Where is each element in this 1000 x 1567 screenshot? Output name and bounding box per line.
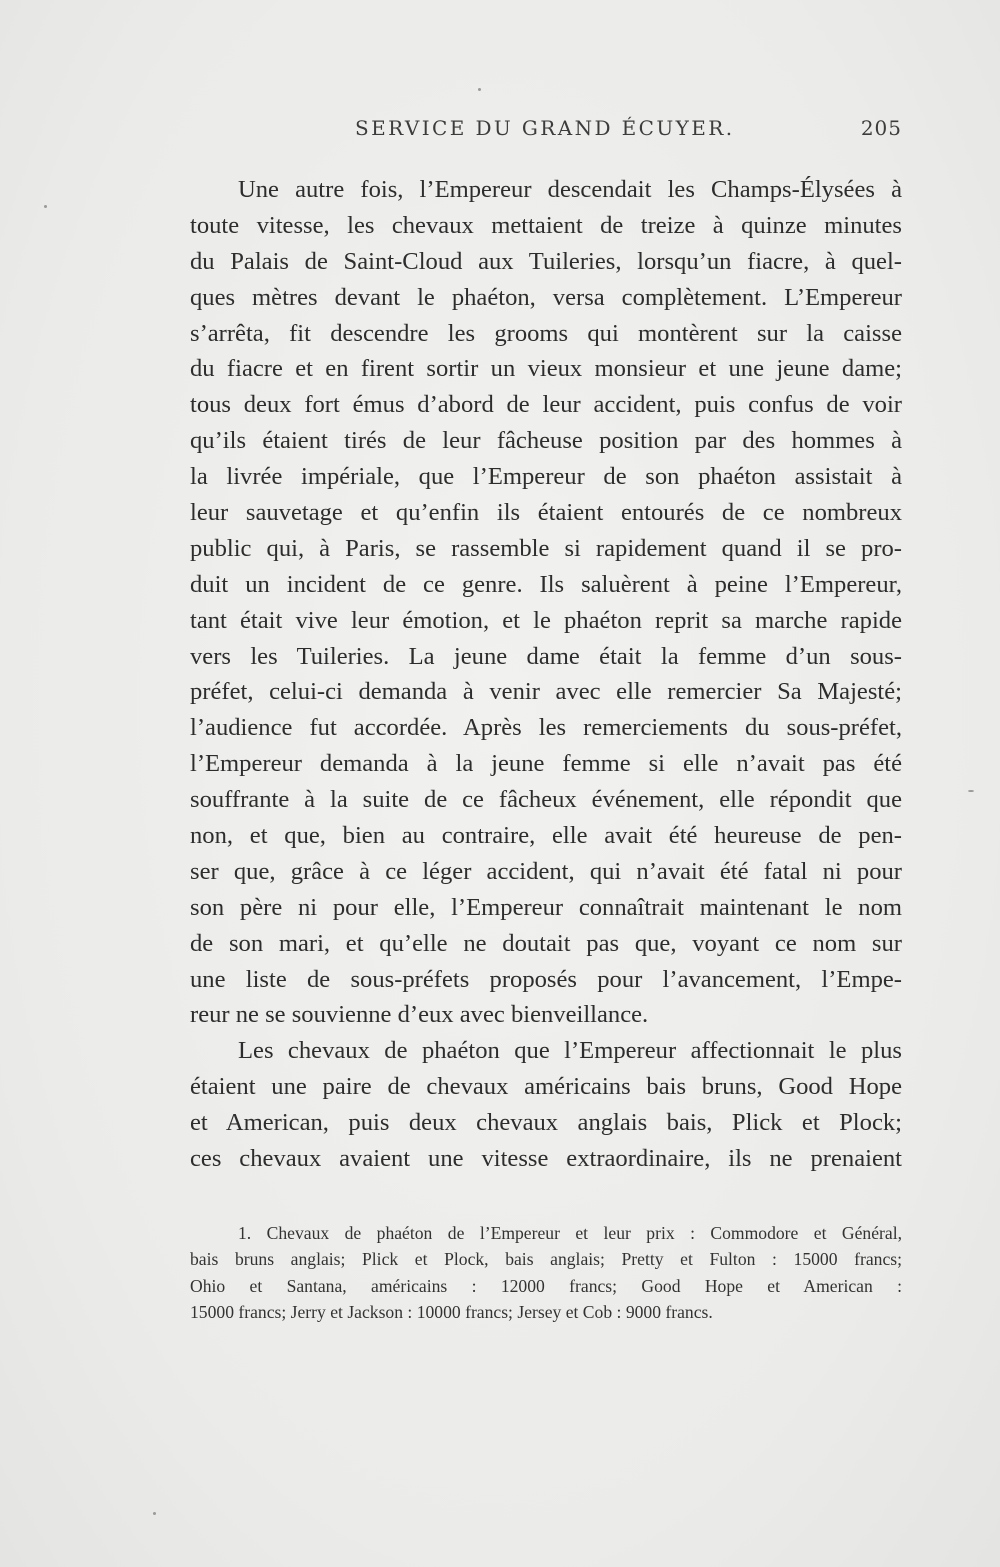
text-line: tous deux fort émus d’abord de leur accident, puis confus de voir bbox=[190, 391, 902, 419]
text-line: toute vitesse, les chevaux mettaient de treize à quinze minutes bbox=[190, 211, 902, 239]
text-line: duit un incident de ce genre. Ils saluèrent à peine l’Empereur, bbox=[190, 570, 902, 598]
footnote-line: bais bruns anglais; Plick et Plock, bais anglais; Pretty et Fulton : 15000 francs; bbox=[190, 1249, 902, 1270]
text-line: étaient une paire de chevaux américains bais bruns, Good Hope bbox=[190, 1073, 902, 1101]
text-line: tant était vive leur émotion, et le phaéton reprit sa marche rapide bbox=[190, 606, 902, 634]
footnote-line: 15000 francs; Jerry et Jackson : 10000 francs; Jersey et Cob : 9000 francs. bbox=[190, 1302, 713, 1323]
text-line: ques mètres devant le phaéton, versa complètement. L’Empereur bbox=[190, 283, 902, 311]
footnotes bbox=[190, 1220, 902, 1326]
text-line: souffrante à la suite de ce fâcheux événement, elle répondit que bbox=[190, 786, 902, 814]
text-line: s’arrêta, fit descendre les grooms qui montèrent sur la caisse bbox=[190, 319, 902, 347]
text-line: son père ni pour elle, l’Empereur connaîtrait maintenant le nom bbox=[190, 893, 902, 921]
text-line: ser que, grâce à ce léger accident, qui n’avait été fatal ni pour bbox=[190, 857, 902, 885]
text-line: public qui, à Paris, se rassemble si rapidement quand il se pro- bbox=[190, 534, 902, 562]
text-line: la livrée impériale, que l’Empereur de son phaéton assistait à bbox=[190, 463, 902, 491]
text-line: du fiacre et en firent sortir un vieux monsieur et une jeune dame; bbox=[190, 355, 902, 383]
text-line: qu’ils étaient tirés de leur fâcheuse position par des hommes à bbox=[190, 427, 902, 455]
body-text bbox=[190, 172, 902, 1177]
running-title: SERVICE DU GRAND ÉCUYER. bbox=[355, 116, 735, 140]
text-line: reur ne se souvienne d’eux avec bienveillance. bbox=[190, 1001, 649, 1029]
text-line: leur sauvetage et qu’enfin ils étaient entourés de ce nombreux bbox=[190, 499, 902, 527]
text-line: Les chevaux de phaéton que l’Empereur affectionnait le plus bbox=[238, 1037, 902, 1065]
text-line: ces chevaux avaient une vitesse extraordinaire, ils ne prenaient bbox=[190, 1145, 902, 1173]
paper-speck bbox=[968, 790, 974, 792]
running-head bbox=[190, 116, 902, 148]
text-line: l’audience fut accordée. Après les remerciements du sous-préfet, bbox=[190, 714, 902, 742]
text-line: vers les Tuileries. La jeune dame était la femme d’un sous- bbox=[190, 642, 902, 670]
text-line: une liste de sous-préfets proposés pour l’avancement, l’Empe- bbox=[190, 965, 902, 993]
footnote-line: 1. Chevaux de phaéton de l’Empereur et leur prix : Commodore et Général, bbox=[238, 1223, 902, 1243]
text-line: et American, puis deux chevaux anglais bais, Plick et Plock; bbox=[190, 1109, 902, 1137]
text-line: l’Empereur demanda à la jeune femme si elle n’avait pas été bbox=[190, 750, 902, 778]
paper-speck bbox=[478, 88, 481, 91]
text-line: Une autre fois, l’Empereur descendait les Champs-Élysées à bbox=[238, 176, 902, 203]
text-line: de son mari, et qu’elle ne doutait pas que, voyant ce nom sur bbox=[190, 929, 902, 957]
paper-speck bbox=[44, 205, 47, 208]
footnote-line: Ohio et Santana, américains : 12000 francs; Good Hope et American : bbox=[190, 1275, 902, 1296]
paper-speck bbox=[153, 1512, 156, 1515]
text-line: non, et que, bien au contraire, elle avait été heureuse de pen- bbox=[190, 822, 902, 850]
text-line: du Palais de Saint-Cloud aux Tuileries, lorsqu’un fiacre, à quel- bbox=[190, 247, 902, 275]
page-number: 205 bbox=[860, 116, 902, 140]
text-line: préfet, celui-ci demanda à venir avec elle remercier Sa Majesté; bbox=[190, 678, 902, 706]
